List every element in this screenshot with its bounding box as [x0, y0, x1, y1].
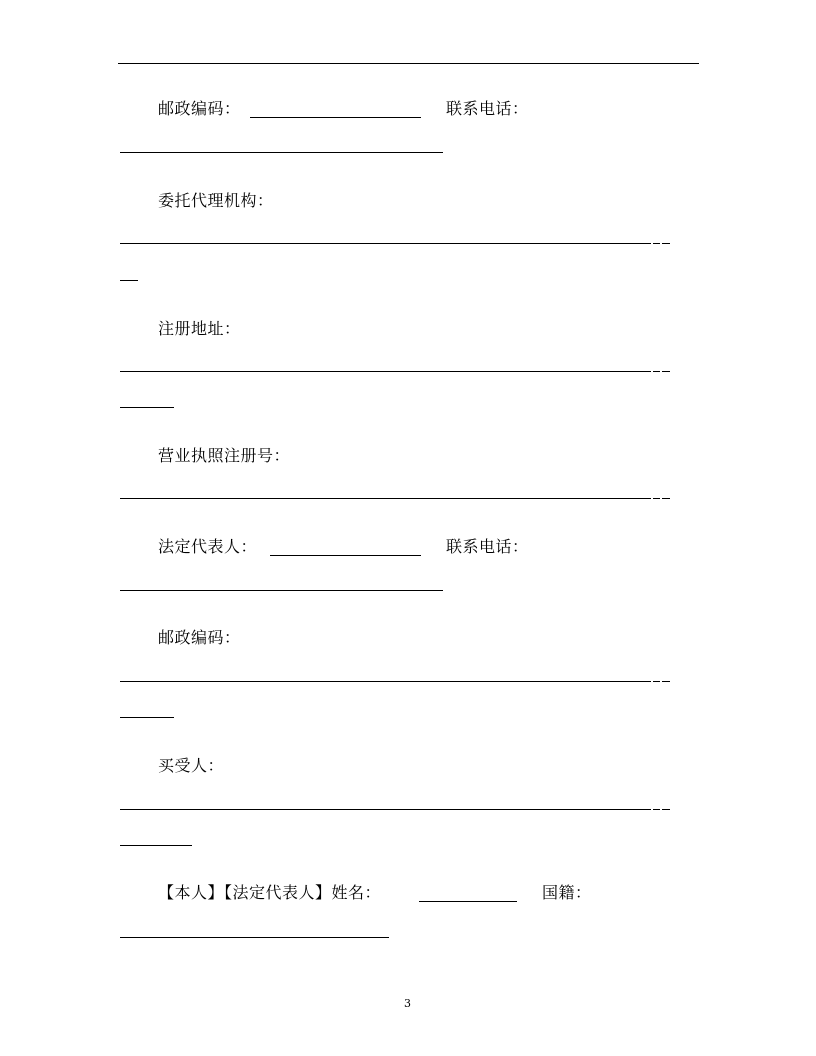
registered-address-blank-cont[interactable] — [120, 407, 174, 408]
business-license-label: 营业执照注册号： — [158, 446, 291, 465]
name-blank[interactable] — [419, 901, 517, 902]
buyer-blank-cont[interactable] — [120, 845, 192, 846]
business-license-dash — [662, 498, 670, 499]
postal-code-blank[interactable] — [250, 117, 421, 118]
buyer-label: 买受人： — [158, 756, 225, 775]
postal-code-2-dash — [653, 681, 660, 682]
contact-phone-2-label: 联系电话： — [446, 537, 529, 556]
contact-phone-2-blank[interactable] — [120, 590, 443, 591]
registered-address-dash — [653, 371, 660, 372]
postal-code-2-blank-cont[interactable] — [120, 717, 174, 718]
registered-address-label: 注册地址： — [158, 319, 241, 338]
postal-code-2-label: 邮政编码： — [158, 628, 241, 647]
postal-code-2-dash — [662, 681, 670, 682]
header-rule — [118, 63, 699, 64]
agent-blank-cont[interactable] — [120, 280, 138, 281]
agent-label: 委托代理机构： — [158, 191, 274, 210]
registered-address-blank[interactable] — [120, 371, 651, 372]
buyer-dash — [662, 809, 670, 810]
business-license-blank[interactable] — [120, 498, 651, 499]
buyer-blank[interactable] — [120, 809, 651, 810]
legal-rep-label: 法定代表人： — [158, 537, 258, 556]
agent-blank[interactable] — [120, 243, 651, 244]
contact-phone-label: 联系电话： — [446, 99, 529, 118]
nationality-blank[interactable] — [120, 937, 389, 938]
postal-code-label: 邮政编码： — [158, 99, 241, 118]
nationality-label: 国籍： — [542, 883, 592, 902]
agent-blank-dash — [653, 243, 660, 244]
business-license-dash — [653, 498, 660, 499]
contact-phone-blank[interactable] — [120, 152, 443, 153]
page-number: 3 — [404, 997, 411, 1010]
buyer-dash — [653, 809, 660, 810]
agent-blank-dash — [662, 243, 670, 244]
postal-code-2-blank[interactable] — [120, 681, 651, 682]
registered-address-dash — [662, 371, 670, 372]
legal-rep-blank[interactable] — [270, 555, 421, 556]
name-label: 【本人】【法定代表人】姓名： — [158, 883, 382, 902]
